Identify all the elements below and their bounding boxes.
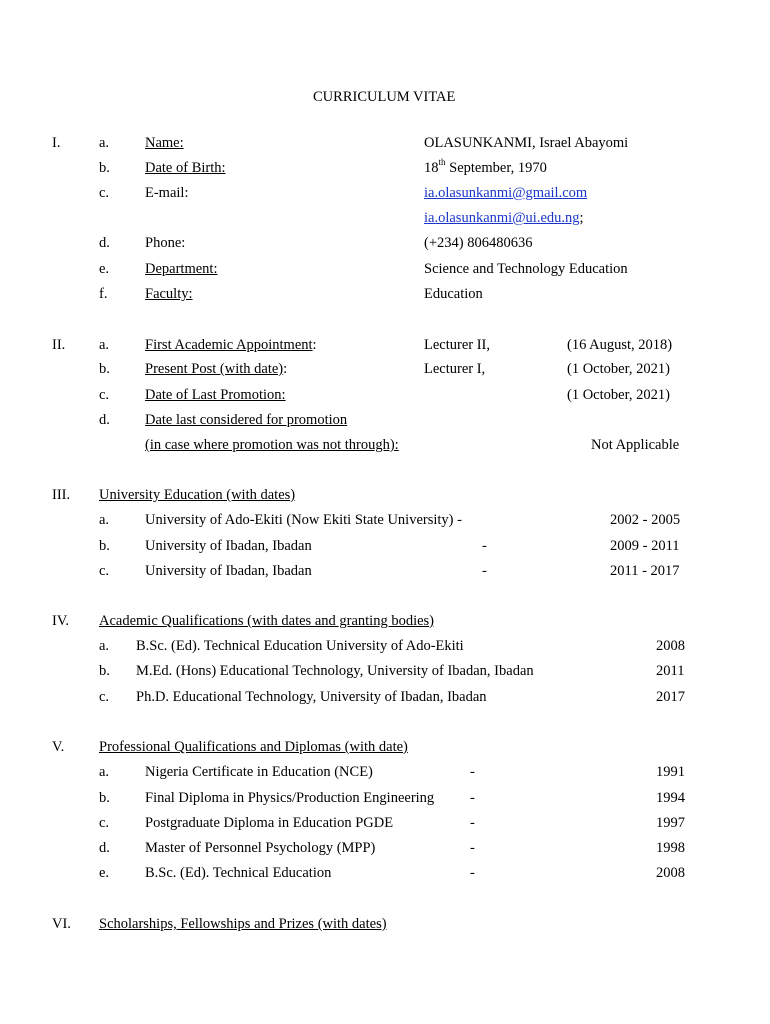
section-numeral-6: VI. <box>52 916 71 932</box>
item-letter: e. <box>99 261 110 277</box>
dash-separator: - <box>482 538 487 554</box>
diploma-year: 1991 <box>656 764 685 780</box>
item-letter: e. <box>99 865 110 881</box>
item-letter: c. <box>99 387 110 403</box>
dash-separator: - <box>470 790 475 806</box>
department-label: Department: <box>145 261 218 277</box>
first-appointment-text: First Academic Appointment <box>145 337 313 353</box>
item-letter: b. <box>99 790 110 806</box>
dob-value <box>424 159 547 177</box>
item-letter: c. <box>99 563 110 579</box>
email-link-ui[interactable]: ia.olasunkanmi@ui.edu.ng <box>424 210 580 226</box>
name-value: OLASUNKANMI, Israel Abayomi <box>424 135 629 151</box>
present-post-date: (1 October, 2021) <box>567 361 670 377</box>
present-post-text: Present Post (with date) <box>145 361 284 377</box>
university-years: 2009 - 2011 <box>610 538 680 554</box>
diploma-year: 1994 <box>656 790 685 806</box>
qualification-text: M.Ed. (Hons) Educational Technology, University of Ibadan, Ibadan <box>136 663 534 679</box>
phone-label: Phone: <box>145 235 186 251</box>
diploma-text: Nigeria Certificate in Education (NCE) <box>145 764 373 780</box>
email-label: E-mail: <box>145 185 189 201</box>
diploma-year: 1998 <box>656 840 685 856</box>
diploma-text: Final Diploma in Physics/Production Engineering <box>145 790 435 806</box>
last-considered-note: (in case where promotion was not through): <box>145 437 399 453</box>
dob-day: 18 <box>424 160 439 176</box>
item-letter: b. <box>99 538 110 554</box>
diploma-text: Master of Personnel Psychology (MPP) <box>145 840 376 856</box>
last-considered-value: Not Applicable <box>591 437 680 453</box>
last-promotion-date: (1 October, 2021) <box>567 387 670 403</box>
dob-month-year: September, 1970 <box>445 160 547 176</box>
section-numeral-1: I. <box>52 135 61 151</box>
dash-separator: - <box>470 865 475 881</box>
item-letter: b. <box>99 160 110 176</box>
qualification-year: 2008 <box>656 638 685 654</box>
university-name: University of Ibadan, Ibadan <box>145 538 312 554</box>
first-appointment-post: Lecturer II, <box>424 337 491 353</box>
qualification-year: 2017 <box>656 689 685 705</box>
university-name: University of Ado-Ekiti (Now Ekiti State University) - <box>145 512 462 528</box>
diploma-text: Postgraduate Diploma in Education PGDE <box>145 815 394 831</box>
dob-label: Date of Birth: <box>145 160 226 176</box>
item-letter: b. <box>99 361 110 377</box>
item-letter: d. <box>99 235 110 251</box>
document-title: CURRICULUM VITAE <box>313 89 456 105</box>
first-appointment-date: (16 August, 2018) <box>567 337 673 353</box>
dash-separator: - <box>470 815 475 831</box>
present-post-colon: : <box>283 361 288 377</box>
faculty-label: Faculty: <box>145 286 193 302</box>
name-label: Name: <box>145 135 184 151</box>
faculty-value: Education <box>424 286 483 302</box>
section-numeral-5: V. <box>52 739 65 755</box>
section-heading-university-education: University Education (with dates) <box>99 487 296 503</box>
section-numeral-4: IV. <box>52 613 70 629</box>
diploma-text: B.Sc. (Ed). Technical Education <box>145 865 332 881</box>
department-value: Science and Technology Education <box>424 261 628 277</box>
item-letter: d. <box>99 412 110 428</box>
item-letter: c. <box>99 689 110 705</box>
email-secondary <box>424 209 584 227</box>
section-numeral-3: III. <box>52 487 71 503</box>
item-letter: f. <box>99 286 108 302</box>
university-name: University of Ibadan, Ibadan <box>145 563 312 579</box>
dash-separator: - <box>470 840 475 856</box>
qualification-text: B.Sc. (Ed). Technical Education University of Ado-Ekiti <box>136 638 464 654</box>
last-considered-label: Date last considered for promotion <box>145 412 348 428</box>
item-letter: a. <box>99 638 110 654</box>
university-years: 2011 - 2017 <box>610 563 680 579</box>
item-letter: a. <box>99 135 110 151</box>
item-letter: d. <box>99 840 110 856</box>
university-years: 2002 - 2005 <box>610 512 681 528</box>
present-post-value: Lecturer I, <box>424 361 486 377</box>
present-post-label <box>145 360 287 378</box>
diploma-year: 2008 <box>656 865 685 881</box>
item-letter: a. <box>99 337 110 353</box>
item-letter: c. <box>99 185 110 201</box>
item-letter: b. <box>99 663 110 679</box>
last-promotion-label: Date of Last Promotion: <box>145 387 286 403</box>
section-heading-professional-qualifications: Professional Qualifications and Diplomas (with date) <box>99 739 408 755</box>
section-heading-academic-qualifications: Academic Qualifications (with dates and granting bodies) <box>99 613 435 629</box>
first-appointment-colon: : <box>312 337 317 353</box>
qualification-year: 2011 <box>656 663 685 679</box>
qualification-text: Ph.D. Educational Technology, University of Ibadan, Ibadan <box>136 689 487 705</box>
item-letter: c. <box>99 815 110 831</box>
section-heading-scholarships: Scholarships, Fellowships and Prizes (with dates) <box>99 916 387 932</box>
section-numeral-2: II. <box>52 337 66 353</box>
phone-value: (+234) 806480636 <box>424 235 533 251</box>
dob-day-suffix: th <box>438 157 446 168</box>
dash-separator: - <box>482 563 487 579</box>
item-letter: a. <box>99 764 110 780</box>
email-separator: ; <box>579 210 584 226</box>
first-appointment-label <box>145 336 317 354</box>
dash-separator: - <box>470 764 475 780</box>
email-link-gmail[interactable]: ia.olasunkanmi@gmail.com <box>424 185 588 201</box>
item-letter: a. <box>99 512 110 528</box>
diploma-year: 1997 <box>656 815 685 831</box>
